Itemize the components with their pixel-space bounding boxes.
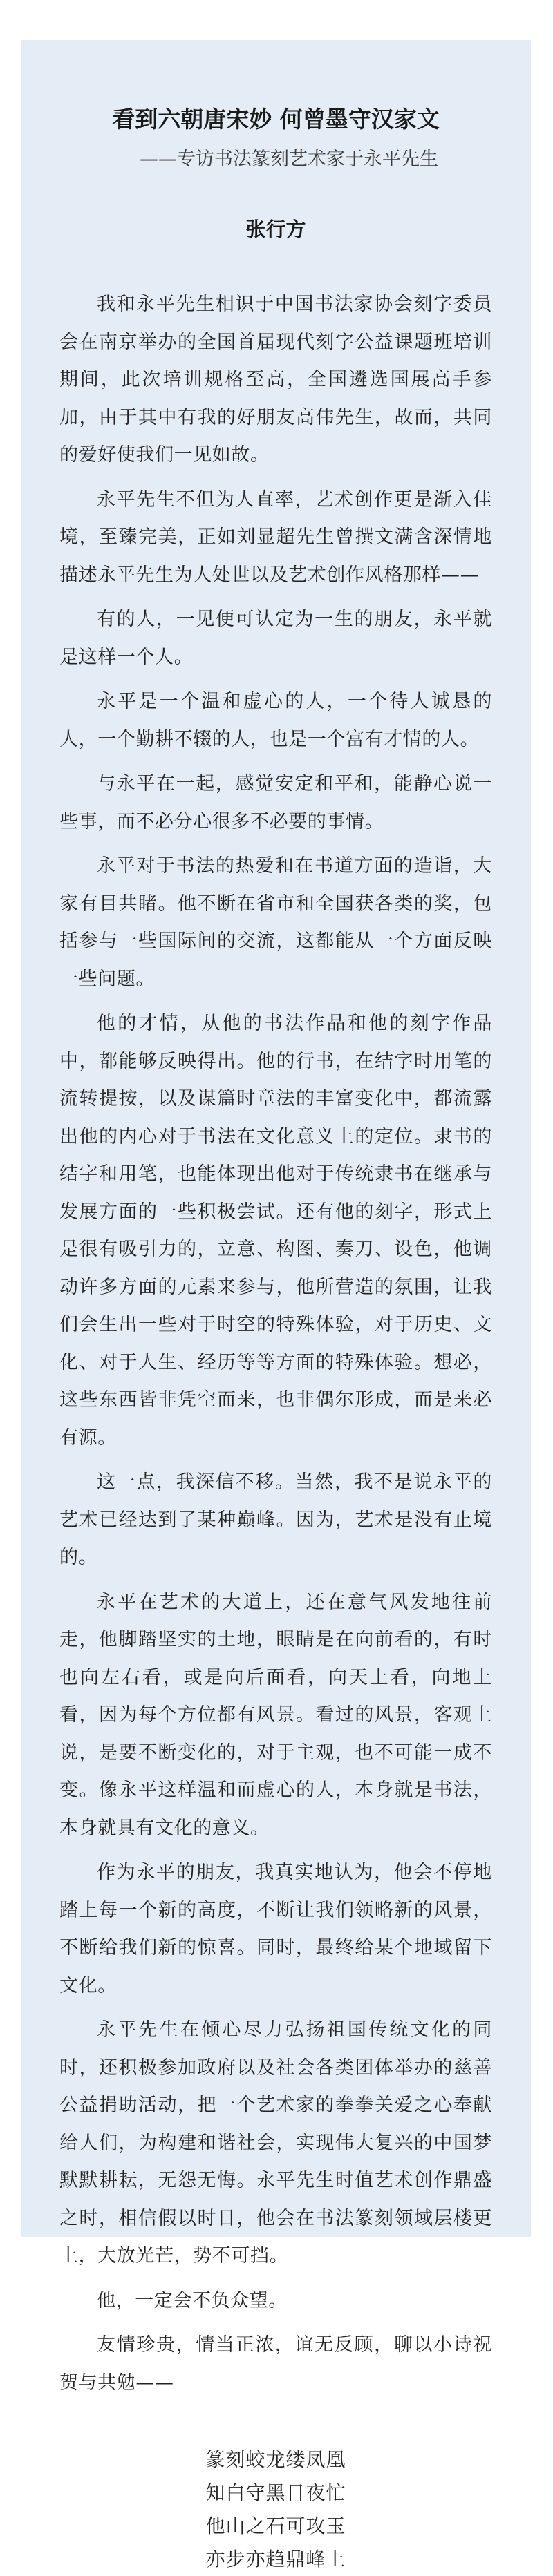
article-paragraph: 永平是一个温和虚心的人，一个待人诚恳的人，一个勤耕不辍的人，也是一个富有才情的人。	[59, 691, 492, 750]
article-paragraph: 永平对于书法的热爱和在书道方面的造诣，大家有目共睹。他不断在省市和全国获各类的奖，包括参与一些国际间的交流，这都能从一个方面反映一些问题。	[59, 855, 492, 990]
article-paragraph: 他的才情，从他的书法作品和他的刻字作品中，都能够反映得出。他的行书，在结字时用笔的流转提按，以及谋篇时章法的丰富变化中，都流露出他的内心对于书法在文化意义上的定位。隶书的结字和用笔，也能体现出他对于传统隶书在继承与发展方面的一些积极尝试。还有他的刻字，形式上是很有吸引力的，立意、构图、奏刀、设色，他调动许多方面的元素来参与，他所营造的氛围，让我们会生出一些对于时空的特殊体验，对于历史、文化、对于人生、经历等等方面的特殊体验。想必，这些东西皆非凭空而来，也非偶尔形成，而是来必有源。	[59, 1013, 492, 1449]
closing-poem	[59, 2443, 492, 2576]
article-paragraph: 永平先生在倾心尽力弘扬祖国传统文化的同时，还积极参加政府以及社会各类团体举办的慈善公益捐助活动，把一个艺术家的拳拳关爱之心奉献给人们，为构建和谐社会，实现伟大复兴的中国梦默默耕耘，无怨无悔。永平先生时值艺术创作鼎盛之时，相信假以时日，他会在书法篆刻领域层楼更上，大放光芒，势不可挡。	[59, 2019, 492, 2267]
poem-line: 篆刻蛟龙缕凤凰	[205, 2448, 346, 2471]
article-paragraph: 他，一定会不负众望。	[97, 2289, 288, 2311]
article-paragraph: 作为永平的朋友，我真实地认为，他会不停地踏上每一个新的高度，不断让我们领略新的风景，不断给我们新的惊喜。同时，最终给某个地域留下文化。	[59, 1862, 492, 1996]
article-subtitle: ——专访书法篆刻艺术家于永平先生	[140, 149, 438, 170]
article-paragraph: 有的人，一见便可认定为一生的朋友，永平就是这样一个人。	[59, 609, 492, 668]
article-paragraph: 友情珍贵，情当正浓，谊无反顾，聊以小诗祝贺与共勉——	[59, 2334, 492, 2394]
article-card	[21, 40, 531, 2570]
poem-line: 知白守黑日夜忙	[205, 2481, 346, 2504]
article-paragraph: 永平在艺术的大道上，还在意气风发地往前走，他脚踏坚实的土地，眼睛是在向前看的，有时也向左右看，或是向后面看，向天上看，向地上看，因为每个方位都有风景。看过的风景，客观上说，是要不断变化的，对于主观，也不可能一成不变。像永平这样温和而虚心的人，本身就是书法，本身就具有文化的意义。	[59, 1591, 492, 1839]
article-body	[59, 286, 492, 2402]
article-author: 张行方	[245, 218, 306, 241]
article-title: 看到六朝唐宋妙 何曾墨守汉家文	[112, 106, 440, 133]
poem-line: 亦步亦趋鼎峰上	[205, 2548, 346, 2570]
poem-line: 他山之石可攻玉	[205, 2515, 346, 2537]
article-paragraph: 与永平在一起，感觉安定和平和，能静心说一些事，而不必分心很多不必要的事情。	[59, 773, 492, 832]
article-paragraph: 我和永平先生相识于中国书法家协会刻字委员会在南京举办的全国首届现代刻字公益课题班培训期间，此次培训规格至高，全国遴选国展高手参加，由于其中有我的好朋友高伟先生，故而，共同的爱好使我们一见如故。	[59, 294, 492, 466]
article-paragraph: 这一点，我深信不移。当然，我不是说永平的艺术已经达到了某种巅峰。因为，艺术是没有止境的。	[59, 1471, 492, 1568]
article-paragraph: 永平先生不但为人直率，艺术创作更是渐入佳境，至臻完美，正如刘显超先生曾撰文满含深情地描述永平先生为人处世以及艺术创作风格那样——	[59, 488, 492, 586]
